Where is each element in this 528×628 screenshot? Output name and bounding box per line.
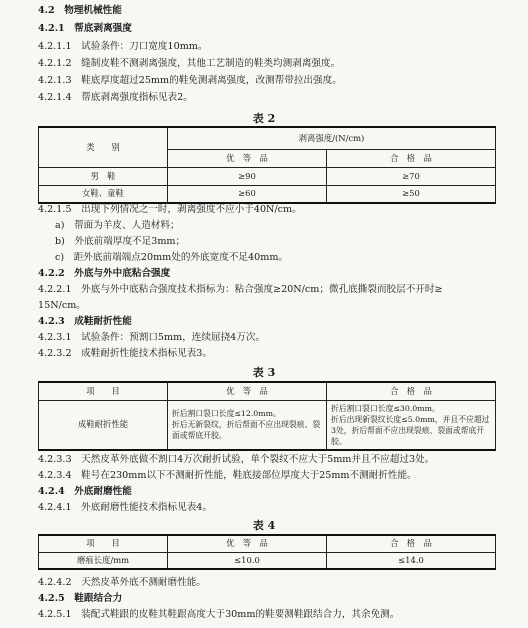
table4-header-item: 项 目 [39,535,168,552]
table4-cell-item: 磨痕长度/mm [39,552,168,569]
table4-header-superior: 优 等 品 [168,535,327,552]
clause-4-2-5-1: 4.2.5.1 装配式鞋跟的皮鞋其鞋跟高度大于30mm的鞋要测鞋跟结合力，其余免测。 [38,609,400,620]
table-row [39,552,496,569]
clause-4-2-4-1: 4.2.4.1 外底耐磨性能技术指标见表4。 [38,502,212,513]
table3-qualified-line1: 折后割口裂口长度≤30.0mm。 [331,403,440,413]
clause-4-2-3-2: 4.2.3.2 成鞋耐折性能技术指标见表3。 [38,348,212,359]
table2 [38,126,496,204]
table4 [38,534,496,570]
clause-4-2-1-3: 4.2.1.3 鞋底厚度超过25mm的鞋免测剥离强度，改测帮带拉出强度。 [38,75,342,86]
table3-header-item: 项 目 [39,382,168,400]
table2-cell-superior: ≥90 [168,167,327,185]
table2-cell-qualified: ≥70 [327,167,496,185]
heading-4-2-4: 4.2.4 外底耐磨性能 [38,486,132,497]
table3-cell-item: 成鞋耐折性能 [39,400,168,450]
table2-caption: 表 2 [252,112,276,125]
clause-4-2-2-1-line1: 4.2.2.1 外底与外中底粘合强度技术指标为：粘合强度≥20N/cm；微孔底撕裂而胶层不开时≥ [38,284,443,295]
list-item-a: a) 帮面为羊皮、人造材料； [55,220,180,231]
table2-header-group: 剥离强度/(N/cm) [168,127,496,149]
table3-header-superior: 优 等 品 [168,382,327,400]
clause-4-2-1-1: 4.2.1.1 试验条件：刀口宽度10mm。 [38,41,208,52]
heading-4-2-1: 4.2.1 帮底剥离强度 [38,23,132,34]
list-item-c: c) 距外底前端端点20mm处的外底宽度不足40mm。 [55,252,289,263]
clause-4-2-2-1-line2: 15N/cm。 [38,300,86,311]
table-row [39,185,496,203]
table3-superior-line2: 折后无新裂纹，折后帮面不应出现裂痕、裂面或帮底开胶。 [172,420,321,441]
heading-4-2: 4.2 物理机械性能 [38,5,122,16]
table2-cell-superior: ≥60 [168,185,327,203]
clause-4-2-4-2: 4.2.4.2 天然皮革外底不测耐磨性能。 [38,577,206,588]
clause-4-2-1-4: 4.2.1.4 帮底剥离强度指标见表2。 [38,92,193,103]
table3-header-qualified: 合 格 品 [327,382,496,400]
table-row [39,400,496,450]
table4-header-qualified: 合 格 品 [327,535,496,552]
table2-header-superior: 优 等 品 [168,149,327,167]
table3-caption: 表 3 [252,366,276,379]
heading-4-2-2: 4.2.2 外底与外中底粘合强度 [38,268,171,279]
table2-header-category: 类 别 [39,127,168,167]
table2-header-qualified: 合 格 品 [327,149,496,167]
table4-caption: 表 4 [252,519,276,532]
table3-superior-line1: 折后割口裂口长度≤12.0mm。 [172,409,281,419]
clause-4-2-1-2: 4.2.1.2 缝制皮鞋不测剥离强度，其他工艺制造的鞋类均测剥离强度。 [38,58,341,69]
table3 [38,381,496,451]
table3-qualified-line2: 折后出现新裂纹长度≤5.0mm，并且不应超过3处，折后帮面不应出现裂痕、裂面或帮底开胶。 [331,414,490,446]
table3-cell-superior [168,400,327,450]
table4-cell-superior: ≤10.0 [168,552,327,569]
table2-cell-category: 男 鞋 [39,167,168,185]
table3-cell-qualified [327,400,496,450]
heading-4-2-3: 4.2.3 成鞋耐折性能 [38,316,132,327]
table4-cell-qualified: ≤14.0 [327,552,496,569]
list-item-b: b) 外底前端厚度不足3mm； [55,236,186,247]
clause-4-2-3-1: 4.2.3.1 试验条件：预割口5mm，连续屈挠4万次。 [38,332,266,343]
clause-4-2-1-5: 4.2.1.5 出现下列情况之一时，剥离强度不应小于40N/cm。 [38,204,302,215]
table2-cell-category: 女鞋、童鞋 [39,185,168,203]
table2-cell-qualified: ≥50 [327,185,496,203]
table-row [39,167,496,185]
clause-4-2-3-3: 4.2.3.3 天然皮革外底做不割口4万次耐折试验，单个裂纹不应大于5mm并且不应超过3处。 [38,454,435,465]
clause-4-2-3-4: 4.2.3.4 鞋号在230mm以下不测耐折性能，鞋底接部位厚度大于25mm不测耐折性能。 [38,470,417,481]
heading-4-2-5: 4.2.5 鞋跟结合力 [38,593,123,604]
